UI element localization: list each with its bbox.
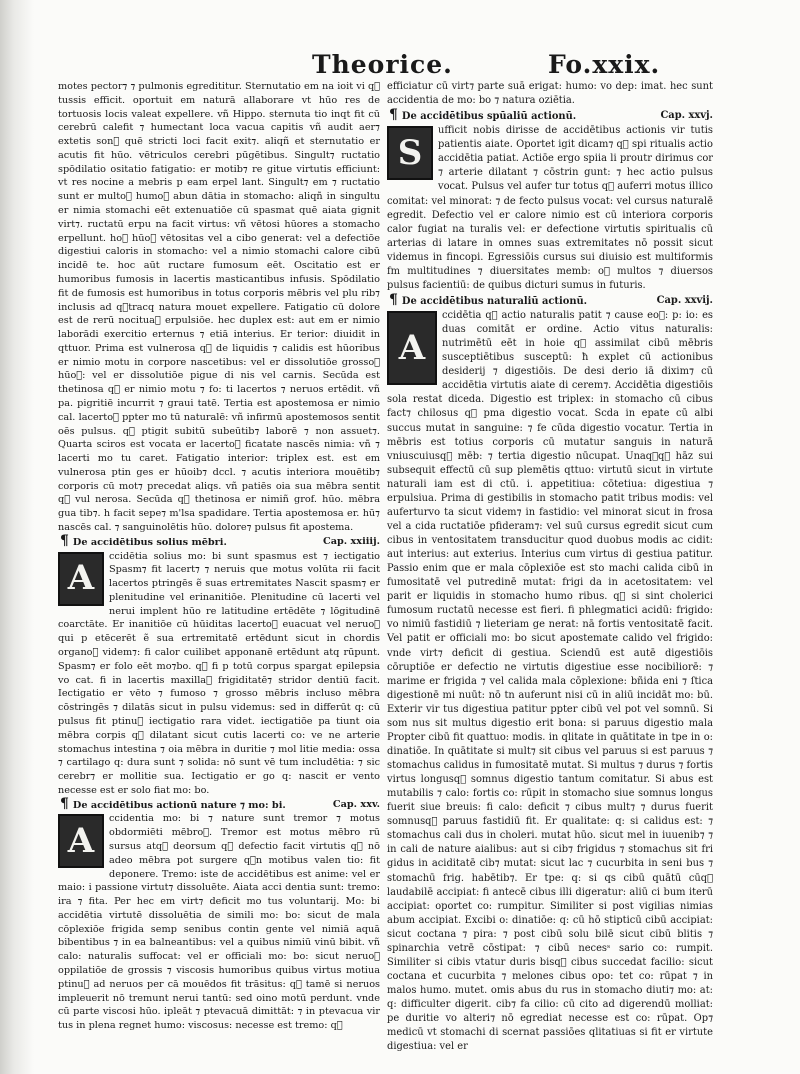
heading-text: De accidētibus solius mēbri. xyxy=(72,536,227,548)
section-heading xyxy=(58,532,380,550)
running-title: Theorice. xyxy=(312,50,453,79)
pilcrow-icon: ¶ xyxy=(60,532,69,549)
initial-paragraph xyxy=(387,309,713,1054)
paragraph: motes pector⁊ ⁊ pulmonis egredititur. Sternutatio em na ioit vi qᷓ tussis efficit. oportuit em naturā allaborare vt hūo res de tortuosis locis valeat expellere. vñ Hippo. sternuta tio inqt fit cū cerebrū calefit ⁊ humectant loca vacua capitis vñ audit aer⁊ extetis sonᷓ quē stricti loci facit exit⁊. aliqñ et sternutatio er acutis fit hūo. vētriculos cerebri pūgētibus. Singult⁊ ructatio spōdilatio ositatio fatigatio: er motib⁊ re gitue virtutis efficiunt: vt res nocine a mebris p eam erpel lant. Singult⁊ em ⁊ ructatio sunt er multoᷓ humoᷓ abun dātia in stomacho: aliqñ in singultu er nimia stomachi eēt extenuatiōe cū spasmat quē aiata gignit virt⁊. ructatū erpu na facit virtus: vñ vētosi hūores a stomacho erpellunt. hoᷓ hūoᷓ vētositas vel a cibo generat: vel a defectiōe digestiui caloris in stomacho: vel a nimio stomachi calore cibū incidē te. hoc aūt ructare fumosum eēt. Oscitatio est er humoribus fumosis in lacertis masticantibus infusis. Spōdilatio fit de fumosis est humoribus in totus corporis mēbris vel plu rib⁊ inclusis ad qᷓtracq natura mouet expellere. Fatigatio cū dolore est de rerū nocituaᷓ erpulsiōe. hec duplex est: aut em er nimio laborādi exercitio erternus ⁊ etiā interius. Er terior: diuidit in qttuor. Prima est vulnerosa qᷓ de liquidis ⁊ calidis est hūoribus er nimio motu in corpore nascetibus: vel er dissolutiōe grossoᷓ hūoᷓ: vel er dissolutiōe pigue di nis vel carnis. Secūda est thetinosa qᷓ er nimio motu ⁊ fo: ti lacertos ⁊ neruos ertēdit. vñ pa. pigritiē incurrit ⁊ graui tatē. Tertia est apostemosa er nimio cal. lacertoᷓ ppter mo tū naturalē: vñ infirmū apostemosos sentit oēs pulsus. qᷓ ptigit subitū subeūtib⁊ laborē ⁊ non assuet⁊. Quarta sciros est vocata er lacertoᷓ ficatate nascēs nimia: vñ ⁊ lacerti mo tu caret. Fatigatio interior: triplex est. est em vulnerosa ptin ges er hūoib⁊ dccl. ⁊ acutis interiora mouētib⁊ corporis cū mot⁊ precedat aliqs. vñ patiēs oia sua mēbra sentit qᷓ vul nerosa. Secūda qᷓ thetinosa er nimiñ grof. hūo. mēbra gua tib⁊. h facit sepe⁊ m'lsa spadidare. Tertia apostemosa er. hū⁊ nascēs cal. ⁊ sanguinolētis hūo. dolore⁊ pulsus fit apostema. xyxy=(58,81,380,533)
paragraph: ccidētia qᷓ actio naturalis patit ⁊ cause eoᷓ: p: io: es duas comitāt er ordine. Actio vitus naturalis: nutrimētū eēt in hoie qᷓ assimilat cibū mēbris susceptiētibus susceptū: ħ explet cū actionibus desiderij ⁊ digestiōis. De desi derio iā dixim⁊ cū accidētia virtutis aiate di cerem⁊. Accidētia digestiōis sola restat diceda. Digestio est triplex: in stomacho cū cibus fact⁊ chilosus qᷓ pma digestio vocat. Scda in epate cū albi succus mutat in sanguine: ⁊ fe cūda digestio vocatur. Tertia in mēbris est totius corporis cū mutatur sanguis in naturā vniuscuiusqᷓ mēb: ⁊ tertia digestio nūcupat. Unaqᷓqᷓ hāz sui subsequit effectū cū sup plemētis qttuo: virtutū sicut in virtute naturali iam est di ctū. i. appetitiua: cōtetiua: digestiua ⁊ erpulsiua. Prima di gestibilis in stomacho patit tribus modis: vel auferturvo ta sicut videm⁊ in fastidio: vel minorat sicut in frosa vel a cida ructatiōe pfideram⁊: vel suū cursus egredit sicut cum cibus in ventositatem transducitur quod duobus modis ac cidit: aut interius: aut exterius. Interius cum virtus di gestiua patitur. Passio enim que er mala cōplexiōe est sto machi calida cibū in fumositatē vel putredinē mutat: frigi da in acetositatem: vel parit er liquidis in stomacho humo ribus. qᷓ si sint cholerici fumosum ructatū necesse est fieri. fi phlegmatici acidū: frigido: vo nimiū fastidiū ⁊ lieteriam ge nerat: nā fortis ventositatē facit. Vel patit er officiali mo: bo sicut apostemate calido vel frigido: vnde virt⁊ deficit di gestiua. Sciendū est autē digestiōis cōruptiōe er defectio ne virtutis digestiue esse nocibiliorē: ⁊ marime er frigida ⁊ vel calida mala cōplexione: bñida eni ⁊ ſtica digestionē mi nuūt: nō tn auferunt nisi cū in aliū incidāt mo: bū. Exterir vir tus digestiua patitur ppter cibū vel pot vel somnū. Si som nus sit multus digestio erit bona: si paruus digestio mala Propter cibū fit quattuo: modis. in qlitate in quātitate in tpe in o: dinatiōe. In quātitate si mult⁊ sit cibus vel paruus si est paruus ⁊ stomachus calidus in fumositatē mutat. Si multus ⁊ durus ⁊ fortis virtus longusqᷓ somnus digestio tantum comitatur. Si abus est mutabilis ⁊ calo: fortis co: rūpit in stomacho siue somnus longus fuerit siue breuis: fi calo: deficit ⁊ cibus mult⁊ ⁊ durus fuerit somnusqᷓ paruus fastidiū fit. Er qualitate: q: si calidus est: ⁊ stomachus cali dus in choleri. mutat hūo. sicut mel in iuuenib⁊ ⁊ in cali de nature aialibus: aut si cib⁊ frigidus ⁊ stomachus sit fri gidus in aciditatē cib⁊ mutat: sicut lac ⁊ cucurbita in seni bus ⁊ stomachū frig. habētib⁊. Er tpe: q: si qs cibū quātū cūqᷓ laudabilē accipiat: fi antecē cibus illi digeratur: aliū ci bum iterū accipiat: oportet co: rumpitur. Similiter si post vigilias nimias abum accipiat. Excibi o: dinatiōe: q: cū hō stipticū cibū accipiat: sicut coctana ⁊ pira: ⁊ post cibū solu bilē sicut cibū blitis ⁊ spinarchia vetrē cōstipat: ⁊ cibū necesˢ sario co: rumpit. Similiter si cibis vtatur duris bisqᷓ cibus succedat facilio: sicut coctana et cucurbita ⁊ melones cibus opo: tet co: rūpat ⁊ in malos humo. mutet. omis abus du rus in stomacho diuti⁊ mo: at: q: difficulter digerit. cib⁊ fa cilio: cū cito ad digerendū molliat: pe duritie vo alteri⁊ nō egrediat necesse est co: rūpat. Op⁊ medicū vt stomachi di scernat passiōes qlitatiuas si fit er virtute digestiua: vel er xyxy=(387,310,713,1053)
left-column xyxy=(58,80,380,1033)
chapter-number: Cap. xxv. xyxy=(332,799,380,811)
pilcrow-icon: ¶ xyxy=(389,291,398,308)
heading-text: De accidētibus spūaliū actionū. xyxy=(401,111,577,123)
right-column xyxy=(387,80,713,1054)
chapter-number: Cap. xxvj. xyxy=(660,110,713,122)
heading-text: De accidētibus naturaliū actionū. xyxy=(401,295,588,307)
page-gutter-shadow xyxy=(0,0,34,1074)
pilcrow-icon: ¶ xyxy=(389,107,398,124)
initial-paragraph xyxy=(387,124,713,293)
section-heading xyxy=(58,795,380,813)
paragraph: ccidentia mo: bi ⁊ nature sunt tremor ⁊ motus obdormiēti mēbroᷓ. Tremor est motus mēbro rū sursus atqᷓ deorsum qᷓ defectio facit virtutis qᷓ nō adeo mēbra pot surgere qᷓn motibus valen tio: fit deponere. Tremo: iste de accidētibus est anime: vel er maio: i passione virtut⁊ dissoluēte. Aiata acci dentia sunt: tremo: ira ⁊ fita. Per hec em virt⁊ deficit mo tus voluntarij. Mo: bi accidētia virtutē dissoluētia de simili mo: bo: sicut de mala cōplexiōe frigida semp senibus contin gente vel nimiā aquā bibentibus ⁊ in ea balneantibus: vel a quibus nimiū vinū bibit. vñ calo: naturalis suffocat: vel er officiali mo: bo: sicut neruoᷓ oppilatiōe de grossis ⁊ viscosis humoribus quibus virtus motiua ptinuᷓ ad neruos per cā mouēdos fit trāsitus: qᷓ tamē si neruos impleuerit nō tremunt nerui tantū: sed oino motū perdunt. vnde cū parte viscosi hūo. ipleāt ⁊ ptevacuā dimittāt: ⁊ in ptevacua vir tus in plena regnet humo: viscosus: necesse est tremo: qᷓ xyxy=(58,813,380,1032)
paragraph: ccidētia solius mo: bi sunt spasmus est ⁊ iectigatio Spasm⁊ fit lacert⁊ ⁊ neruis que motus volūta rii facit lacertos ptringēs ẽ suas ertremitates Nascit spasm⁊ er plenitudine vel erinanitiōe. Plenitudine cū lacerti vel nerui implent hūo re latitudine ertēdēte ⁊ lōgitudinē coarctāte. Er inanitiōe cū hūiditas lacertoᷓ euacuat vel neruoᷓ qui p etēcerēt ẽ sua ertremitatē ertēdunt sicut in chordis organoᷓ videm⁊: fi calor cuilibet apponanē ertēdunt atq rūpunt. Spasm⁊ er folo eēt mo⁊bo. qᷓ fi p totū corpus spargat epilepsia vo cat. fi in lacertis maxillaᷓ frigiditatē⁊ stridor dentiū facit. Iectigatio er vēto ⁊ fumoso ⁊ grosso mēbris incluso mēbra cōstringēs ⁊ dilatās sicut in pulsu videmus: sed in differūt q: cū pulsus fit ptinuᷓ iectigatio rara videt. iectigatiōe pa tiunt oia mēbra corpis qᷓ dilatant sicut cutis lacerti co: ve ne arterie stomachus intestina ⁊ oia mēbra in duritie ⁊ mol litie media: ossa ⁊ cartilago q: dura sunt ⁊ solida: nō sunt vē tum includētia: ⁊ sic cerebr⁊ er mollitie sua. Iectigatio er go q: nascit er vento necesse est er solo fiat mo: bo. xyxy=(58,550,380,796)
paragraph: efficiatur cū virt⁊ parte suā erigat: humo: vo dep: imat. hec sunt accidentia de mo: bo ⁊ natura oziētia. xyxy=(387,81,713,107)
chapter-number: Cap. xxvij. xyxy=(656,294,713,306)
section-heading xyxy=(387,108,713,124)
decorated-initial: A xyxy=(58,814,104,868)
decorated-initial: S xyxy=(387,126,433,180)
section-heading xyxy=(387,293,713,309)
paragraph: ufficit nobis dirisse de accidētibus actionis vir tutis patientis aiate. Oportet igit dicam⁊ qᷓ spi ritualis actio accidētia patiat. Actiōe ergo spiia li proutr dirimus cor ⁊ arterie dilatant ⁊ cōstrin gunt: ⁊ hec actio pulsus vocat. Pulsus vel aufer tur totus qᷓ auferri motus illico comitat: vel minorat: ⁊ de fecto pulsus vocat: vel cursus naturalē egredit. Defectio vel er calore nimio est cū interiora corporis calor fugiat na turalis vel: er defectione virtutis spiritualis cū arterias di latare in omnes suas extremitates nō possit sicut videmus in fincopi. Egressiōis cursus sui diuisio est multiformis fm multitudines ⁊ diuersitates memb: oᷓ multos ⁊ diuersos pulsus facientiū: de quibus dicturi sumus in futuris. xyxy=(387,125,713,291)
pilcrow-icon: ¶ xyxy=(60,795,69,812)
folio-number: Fo.xxix. xyxy=(548,50,661,79)
decorated-initial: A xyxy=(387,311,437,385)
heading-text: De accidētibus actionū nature ⁊ mo: bi. xyxy=(72,799,286,811)
initial-paragraph xyxy=(58,550,380,798)
decorated-initial: A xyxy=(58,552,104,606)
chapter-number: Cap. xxiiij. xyxy=(323,536,380,548)
initial-paragraph xyxy=(58,812,380,1033)
